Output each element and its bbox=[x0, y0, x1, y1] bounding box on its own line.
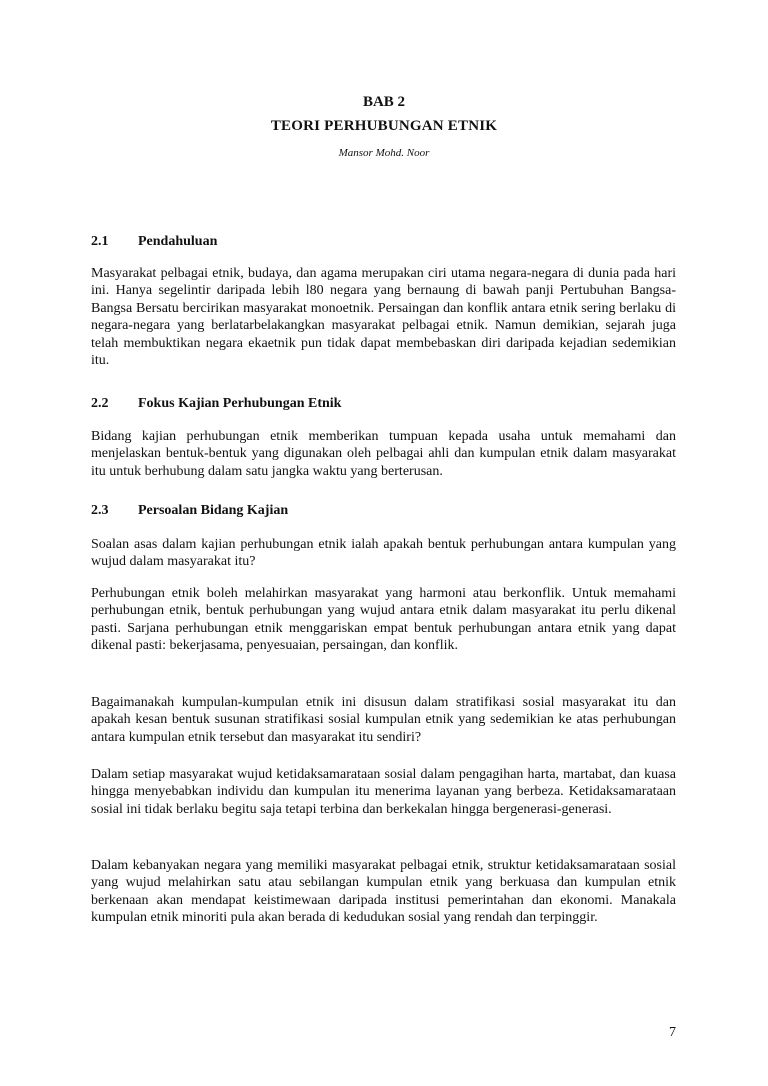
section-heading-2-2 bbox=[91, 395, 676, 413]
paragraph: Dalam setiap masyarakat wujud ketidaksamarataan sosial dalam pengagihan harta, martabat, dan kuasa hingga menyebabkan individu dan kumpulan itu menerima layanan yang berbeza. Ketidaksamarataan sosial ini tidak berlaku begitu saja tetapi terbina dan berkekalan hingga bergenerasi-generasi. bbox=[91, 767, 676, 817]
section-heading-2-3 bbox=[91, 502, 676, 520]
page-number: 7 bbox=[669, 1025, 676, 1040]
section-title: Persoalan Bidang Kajian bbox=[138, 503, 289, 518]
section-number: 2.1 bbox=[91, 234, 109, 249]
author-name: Mansor Mohd. Noor bbox=[338, 147, 430, 159]
paragraph: Dalam kebanyakan negara yang memiliki masyarakat pelbagai etnik, struktur ketidaksamarataan sosial yang wujud melahirkan satu atau sebilangan kumpulan etnik yang berkuasa dan kumpulan etnik berkenaan akan mendapat keistimewaan daripada institusi pemerintahan dan ekonomi. Manakala kumpulan etnik minoriti pula akan berada di kedudukan sosial yang rendah dan terpinggir. bbox=[91, 858, 676, 926]
paragraph: Bidang kajian perhubungan etnik memberikan tumpuan kepada usaha untuk memahami dan menjelaskan bentuk-bentuk yang digunakan oleh pelbagai ahli dan kumpulan etnik dalam masyarakat itu untuk berhubung dalam satu jangka waktu yang berterusan. bbox=[91, 429, 676, 479]
section-title: Fokus Kajian Perhubungan Etnik bbox=[138, 396, 342, 411]
paragraph: Soalan asas dalam kajian perhubungan etnik ialah apakah bentuk perhubungan antara kumpulan yang wujud dalam masyarakat itu? bbox=[91, 537, 676, 570]
chapter-title: TEORI PERHUBUNGAN ETNIK bbox=[270, 118, 498, 134]
section-heading-2-1 bbox=[91, 233, 676, 251]
section-number: 2.3 bbox=[91, 503, 109, 518]
paragraph: Bagaimanakah kumpulan-kumpulan etnik ini disusun dalam stratifikasi sosial masyarakat itu dan apakah kesan bentuk susunan stratifikasi sosial kumpulan etnik yang sedemikian ke atas perhubungan antara kumpulan etnik tersebut dan masyarakat itu sendiri? bbox=[91, 695, 676, 745]
paragraph: Masyarakat pelbagai etnik, budaya, dan agama merupakan ciri utama negara-negara di dunia pada hari ini. Hanya segelintir daripada lebih l80 negara yang bernaung di bawah panji Pertubuhan Bangsa-Bangsa Bersatu bercirikan masyarakat monoetnik. Persaingan dan konflik antara etnik sering berlaku di negara-negara yang berlatarbelakangkan masyarakat pelbagai etnik. Namun demikian, sejarah juga telah membuktikan negara ekaetnik pun tidak dapat membebaskan diri daripada kejadian sedemikian itu. bbox=[91, 266, 676, 369]
section-number: 2.2 bbox=[91, 396, 109, 411]
chapter-label: BAB 2 bbox=[362, 94, 406, 110]
paragraph: Perhubungan etnik boleh melahirkan masyarakat yang harmoni atau berkonflik. Untuk memahami perhubungan etnik, bentuk perhubungan yang wujud antara etnik dalam masyarakat itu perlu dikenal pasti. Sarjana perhubungan etnik menggariskan empat bentuk perhubungan antara etnik yang dapat dikenal pasti: bekerjasama, penyesuaian, persaingan, dan konflik. bbox=[91, 586, 676, 654]
section-title: Pendahuluan bbox=[138, 234, 218, 249]
